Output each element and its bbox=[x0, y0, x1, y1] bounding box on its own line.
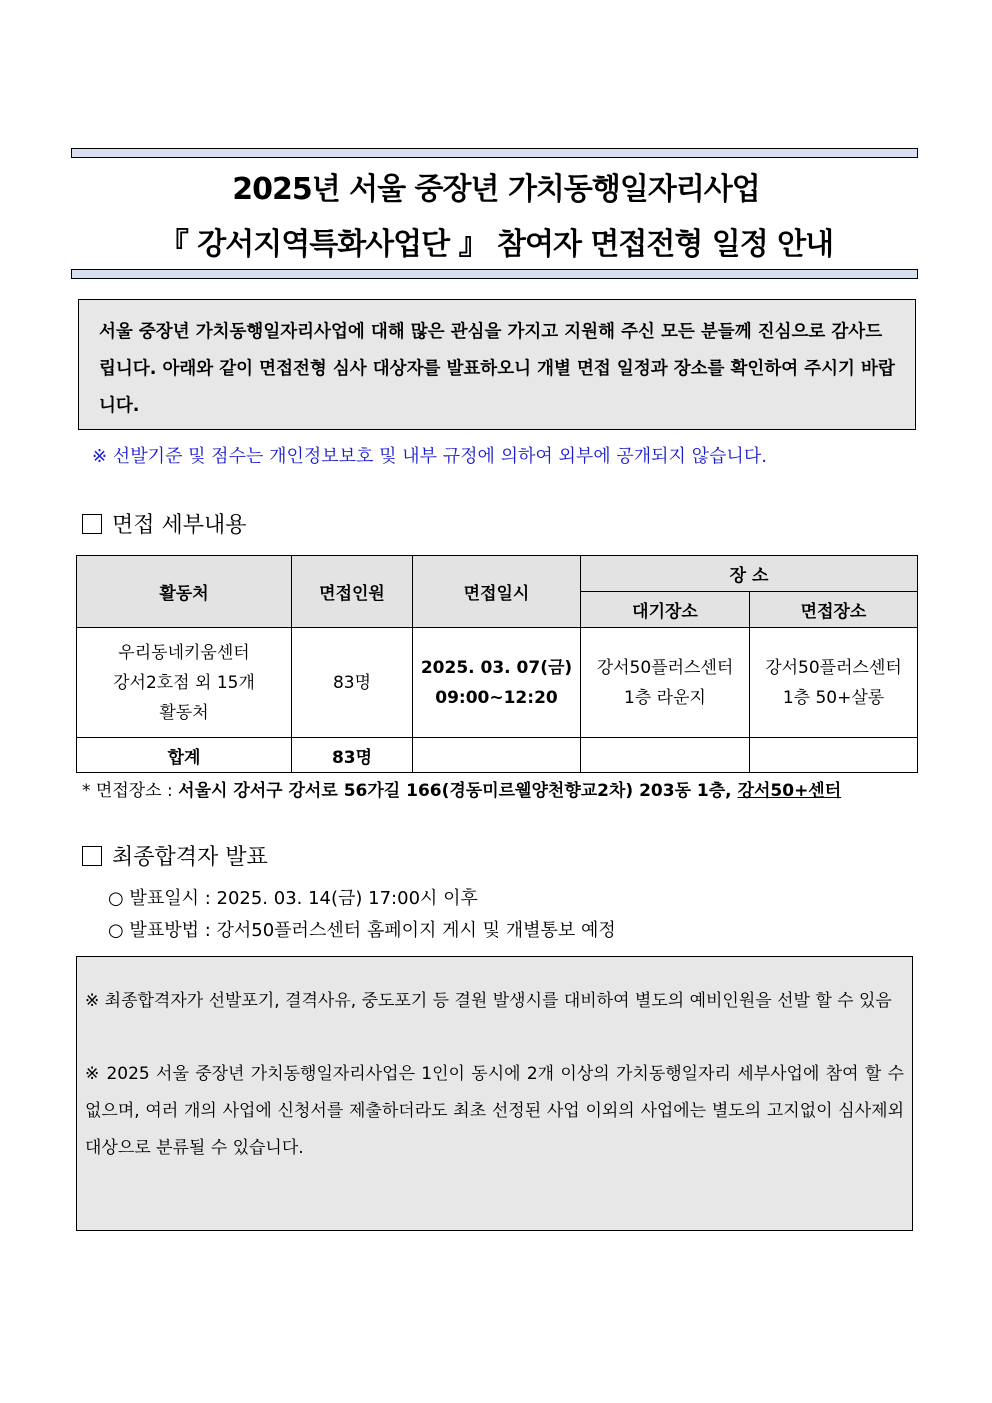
table-row bbox=[77, 628, 918, 738]
checkbox-icon bbox=[82, 514, 102, 534]
warning-box bbox=[76, 956, 913, 1231]
cell-org: 우리동네키움센터 강서2호점 외 15개 활동처 bbox=[77, 628, 292, 738]
announce-date: ○ 발표일시 : 2025. 03. 14(금) 17:00시 이후 bbox=[108, 888, 478, 909]
interview-table bbox=[76, 555, 918, 773]
cell-interview: 강서50플러스센터 1층 50+살롱 bbox=[750, 628, 918, 738]
header-wait: 대기장소 bbox=[581, 592, 750, 628]
total-row: 합계 83명 bbox=[77, 738, 918, 773]
announce-method: ○ 발표방법 : 강서50플러스센터 홈페이지 게시 및 개별통보 예정 bbox=[108, 920, 616, 941]
section-interview-details: 면접 세부내용 bbox=[82, 508, 247, 539]
cell-count: 83명 bbox=[292, 628, 413, 738]
header-interview: 면접장소 bbox=[750, 592, 918, 628]
interview-address: * 면접장소 : 서울시 강서구 강서로 56가길 166(경동미르웰양천향교2차) 203동 1층, 강서50+센터 bbox=[82, 781, 842, 801]
section-final-results: 최종합격자 발표 bbox=[82, 840, 268, 871]
title-line-2: 『 강서지역특화사업단 』 참여자 면접전형 일정 안내 bbox=[158, 227, 834, 262]
cell-datetime: 2025. 03. 07(금) 09:00~12:20 bbox=[413, 628, 581, 738]
header-org: 활동처 bbox=[77, 556, 292, 628]
warning-duplicate: ※ 2025 서울 중장년 가치동행일자리사업은 1인이 동시에 2개 이상의 가치동행일자리 세부사업에 참여 할 수 없으며, 여러 개의 사업에 신청서를 제출하더라도 최초 선정된 사업 이외의 사업에는 별도의 고지없이 심사제외 대상으로 분류될 수 있습니다. bbox=[85, 1064, 904, 1158]
privacy-notice: ※ 선발기준 및 점수는 개인정보보호 및 내부 규정에 의하여 외부에 공개되지 않습니다. bbox=[92, 446, 767, 467]
cell-wait: 강서50플러스센터 1층 라운지 bbox=[581, 628, 750, 738]
title-bar-top bbox=[71, 148, 918, 158]
header-place: 장 소 bbox=[581, 556, 918, 592]
header-datetime: 면접일시 bbox=[413, 556, 581, 628]
intro-box: 서울 중장년 가치동행일자리사업에 대해 많은 관심을 가지고 지원해 주신 모든 분들께 진심으로 감사드립니다. 아래와 같이 면접전형 심사 대상자를 발표하오니 개별 면접 일정과 장소를 확인하여 주시기 바랍니다. bbox=[78, 299, 916, 430]
warning-reserve: ※ 최종합격자가 선발포기, 결격사유, 중도포기 등 결원 발생시를 대비하여 별도의 예비인원을 선발 할 수 있음 bbox=[85, 991, 892, 1011]
header-count: 면접인원 bbox=[292, 556, 413, 628]
title-bar-bottom bbox=[71, 269, 918, 279]
checkbox-icon bbox=[82, 846, 102, 866]
title-line-1: 2025년 서울 중장년 가치동행일자리사업 bbox=[232, 172, 760, 207]
